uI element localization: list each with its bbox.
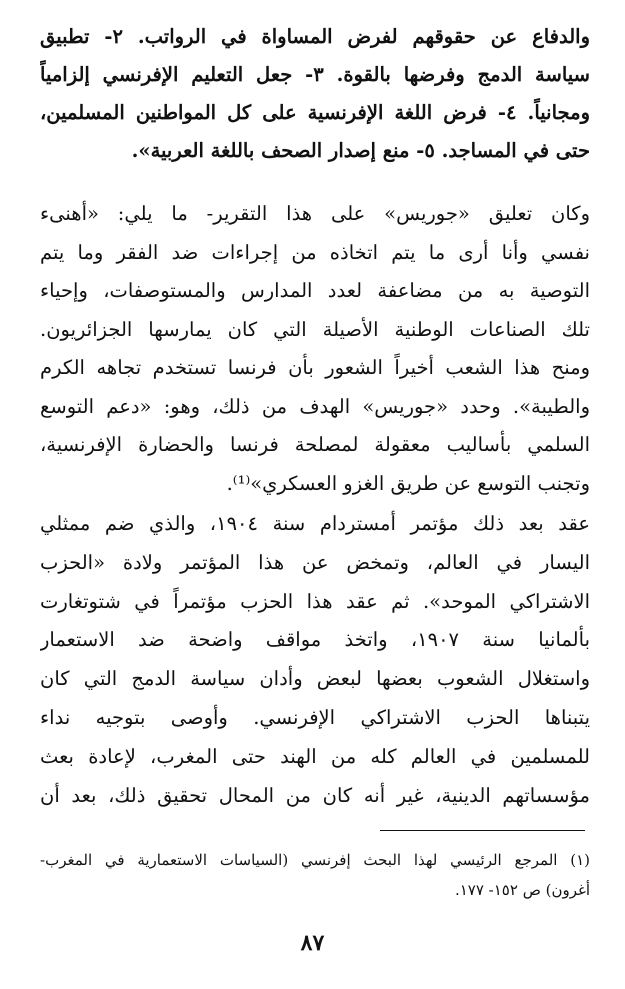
- text-line: تلك الصناعات الوطنية الأصيلة التي كان يمارسها الجزائريون.: [40, 317, 590, 341]
- text-line: مؤسساتهم الدينية، غير أنه كان من المحال تحقيق ذلك، بعد أن: [40, 783, 590, 807]
- footnote-divider: [380, 830, 585, 831]
- text-line: السلمي بأساليب معقولة لمصلحة فرنسا والحضارة الإفرنسية،: [40, 433, 590, 456]
- text-line: ومنح هذا الشعب أخيراً الشعور بأن فرنسا تستخدم تجاهه الكرم: [40, 356, 590, 379]
- text-line: بألمانيا سنة ١٩٠٧، واتخذ مواقف واضحة ضد الاستعمار: [40, 628, 590, 652]
- page-number: ٨٧: [300, 930, 325, 956]
- text-line: الاشتراكي الموحد». ثم عقد هذا الحزب مؤتمراً في شتوتغارت: [40, 589, 590, 613]
- footnote: [40, 845, 590, 905]
- footnote-line: أغرون) ص ١٥٢- ١٧٧.: [454, 881, 590, 899]
- text-line: التوصية به من مضاعفة لعدد المدارس والمستوصفات، وإحياء: [40, 279, 590, 302]
- text-line: عقد بعد ذلك مؤتمر أمستردام سنة ١٩٠٤، والذي ضم ممثلي: [40, 512, 590, 535]
- footnote-line: (١) المرجع الرئيسي لهذا البحث إفرنسي (السياسات الاستعمارية في المغرب-: [40, 851, 590, 869]
- text-line: وتجنب التوسع عن طريق الغزو العسكري»⁽¹⁾.: [226, 471, 590, 495]
- text-line: يتبناها الحزب الاشتراكي الإفرنسي. وأوصى بتوجيه نداء: [40, 705, 590, 729]
- text-line: نفسي وأنا أرى ما يتم اتخاذه من إجراءات ضد الفقر وما يتم: [40, 240, 590, 264]
- bold-list-paragraph: [40, 18, 590, 170]
- text-line: والدفاع عن حقوقهم لفرض المساواة في الرواتب. ٢- تطبيق: [40, 25, 590, 48]
- text-line: والطيبة». وحدد «جوريس» الهدف من ذلك، وهو: «دعم التوسع: [40, 394, 590, 418]
- text-line: وكان تعليق «جوريس» على هذا التقرير- ما يلي: «أهنىء: [40, 202, 590, 225]
- text-line: واستغلال الشعوب بعضها لبعض وأدان سياسة الدمج التي كان: [40, 667, 590, 691]
- text-line: اليسار في العالم، وتمخض عن هذا المؤتمر ولادة «الحزب: [40, 550, 590, 574]
- text-line: سياسة الدمج وفرضها بالقوة. ٣- جعل التعليم الإفرنسي إلزامياً: [40, 63, 590, 86]
- text-line: ومجانياً. ٤- فرض اللغة الإفرنسية على كل المواطنين المسلمين،: [40, 101, 590, 124]
- text-line: حتى في المساجد. ٥- منع إصدار الصحف باللغة العربية».: [131, 139, 590, 162]
- text-line: للمسلمين في العالم كله من الهند حتى المغرب، لإعادة بعث: [40, 744, 590, 768]
- amsterdam-congress-paragraph: [40, 505, 590, 815]
- jaures-comment-paragraph: [40, 195, 590, 503]
